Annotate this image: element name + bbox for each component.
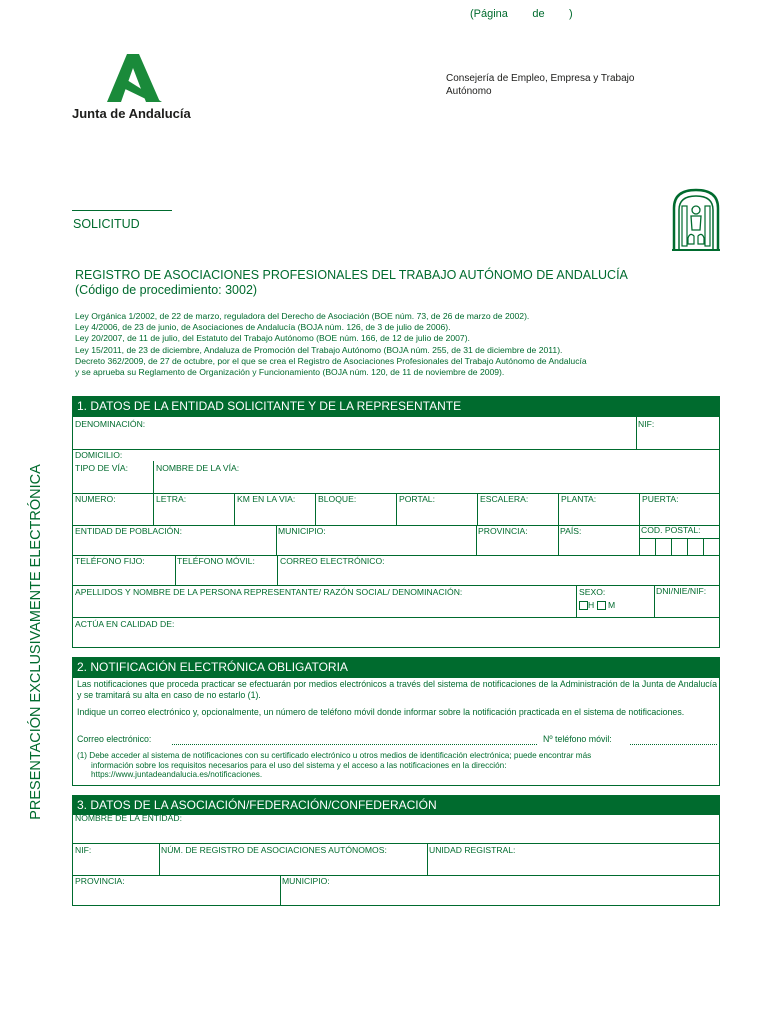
consejeria-name: Consejería de Empleo, Empresa y Trabajo Autónomo	[446, 73, 635, 97]
tipo-via-field[interactable]: TIPO DE VÍA:	[75, 463, 129, 473]
sexo-m-checkbox[interactable]	[597, 601, 606, 610]
law-line: Ley 4/2006, de 23 de junio, de Asociaciones de Andalucía (BOJA núm. 126, de 3 de julio de 2006).	[75, 322, 451, 333]
notification-paragraph-1: Las notificaciones que proceda practicar se efectuarán por medios electrónicos a través del sistema de notificaciones de la Administración de la Junta de Andalucía y se tramitará su alta en caso de no estarlo (1).	[77, 679, 717, 700]
footnote-line: información sobre los requisitos necesarios para el uso del sistema y el acceso a las notificaciones en la dirección:	[91, 760, 507, 770]
telefono-fijo-field[interactable]: TELÉFONO FIJO:	[75, 556, 145, 566]
nombre-entidad-field[interactable]: NOMBRE DE LA ENTIDAD:	[75, 813, 182, 823]
footnote-line: (1) Debe acceder al sistema de notificaciones con su certificado electrónico u otros medios de identificación electrónica; puede encontrar más	[77, 751, 592, 760]
cod-postal-label: COD. POSTAL:	[641, 525, 701, 535]
escalera-field[interactable]: ESCALERA:	[480, 494, 529, 504]
notification-paragraph-2: Indique un correo electrónico y, opcionalmente, un número de teléfono móvil donde informar sobre la notificación practicada en el sistema de notificaciones.	[77, 707, 685, 717]
sexo-h-label: H	[588, 600, 595, 610]
provincia-field[interactable]: PROVINCIA:	[478, 526, 528, 536]
telefono-movil-field[interactable]: TELÉFONO MÓVIL:	[177, 556, 255, 566]
num-registro-field[interactable]: NÚM. DE REGISTRO DE ASOCIACIONES AUTÓNOMOS:	[161, 845, 387, 855]
section-3-box	[72, 812, 720, 906]
logo-text: Junta de Andalucía	[72, 106, 191, 121]
nombre-via-field[interactable]: NOMBRE DE LA VÍA:	[156, 463, 240, 473]
correo-notificaciones-input[interactable]	[172, 744, 537, 745]
planta-field[interactable]: PLANTA:	[561, 494, 597, 504]
postal-code-cells[interactable]	[639, 538, 719, 554]
domicilio-label: DOMICILIO:	[75, 450, 123, 460]
solicitud-rule	[72, 210, 172, 211]
municipio-field[interactable]: MUNICIPIO:	[278, 526, 326, 536]
unidad-registral-field[interactable]: UNIDAD REGISTRAL:	[429, 845, 516, 855]
solicitud-label: SOLICITUD	[73, 217, 140, 231]
correo-field[interactable]: CORREO ELECTRÓNICO:	[280, 556, 385, 566]
telefono-notificaciones-label: Nº teléfono móvil:	[543, 734, 612, 744]
section-2-header: 2. NOTIFICACIÓN ELECTRÓNICA OBLIGATORIA	[72, 657, 720, 677]
apellidos-nombre-field[interactable]: APELLIDOS Y NOMBRE DE LA PERSONA REPRESENTANTE/ RAZÓN SOCIAL/ DENOMINACIÓN:	[75, 587, 463, 597]
bloque-field[interactable]: BLOQUE:	[318, 494, 357, 504]
procedure-title	[75, 268, 725, 298]
correo-notificaciones-label: Correo electrónico:	[77, 734, 152, 744]
dni-field[interactable]: DNI/NIE/NIF:	[656, 586, 707, 596]
puerta-field[interactable]: PUERTA:	[642, 494, 679, 504]
page-number: (Página de )	[470, 8, 573, 20]
provincia-asociacion-field[interactable]: PROVINCIA:	[75, 876, 125, 886]
footnote-link[interactable]: https://www.juntadeandalucia.es/notificaciones.	[91, 770, 263, 779]
sexo-h-checkbox[interactable]	[579, 601, 588, 610]
actua-calidad-field[interactable]: ACTÚA EN CALIDAD DE:	[75, 619, 175, 629]
letra-field[interactable]: LETRA:	[156, 494, 187, 504]
nif-field[interactable]: NIF:	[638, 419, 655, 429]
title-line-2: (Código de procedimiento: 3002)	[75, 283, 258, 297]
law-line: Ley Orgánica 1/2002, de 22 de marzo, reguladora del Derecho de Asociación (BOE núm. 73, de 26 de marzo de 2002).	[75, 311, 530, 321]
sexo-label: SEXO:	[579, 587, 606, 597]
law-line: Ley 20/2007, de 11 de julio, del Estatuto del Trabajo Autónomo (BOE núm. 166, de 12 de julio de 2007).	[75, 333, 470, 344]
side-banner: PRESENTACIÓN EXCLUSIVAMENTE ELECTRÓNICA	[28, 464, 44, 820]
nif-asociacion-field[interactable]: NIF:	[75, 845, 92, 855]
municipio-asociacion-field[interactable]: MUNICIPIO:	[282, 876, 330, 886]
notification-footnote	[77, 751, 717, 780]
law-line: Ley 15/2011, de 23 de diciembre, Andaluza de Promoción del Trabajo Autónomo (BOJA núm. 255, de 31 de diciembre de 2011).	[75, 344, 563, 355]
km-field[interactable]: KM EN LA VIA:	[237, 494, 296, 504]
numero-field[interactable]: NUMERO:	[75, 494, 116, 504]
legal-references	[75, 311, 725, 378]
telefono-notificaciones-input[interactable]	[630, 744, 717, 745]
pais-field[interactable]: PAÍS:	[560, 526, 582, 536]
portal-field[interactable]: PORTAL:	[399, 494, 435, 504]
sexo-m-label: M	[608, 600, 616, 610]
andalucia-coat-of-arms-icon	[670, 186, 722, 252]
sexo-options	[579, 600, 615, 610]
law-line: Decreto 362/2009, de 27 de octubre, por el que se crea el Registro de Asociaciones Profesionales del Trabajo Autónomo de Andalucía	[75, 355, 587, 366]
section-3-header: 3. DATOS DE LA ASOCIACIÓN/FEDERACIÓN/CONFEDERACIÓN	[72, 795, 720, 815]
section-1-header: 1. DATOS DE LA ENTIDAD SOLICITANTE Y DE LA REPRESENTANTE	[72, 396, 720, 416]
title-line-1: REGISTRO DE ASOCIACIONES PROFESIONALES DEL TRABAJO AUTÓNOMO DE ANDALUCÍA	[75, 268, 628, 282]
law-line: y se aprueba su Reglamento de Organización y Funcionamiento (BOJA núm. 120, de 11 de noviembre de 2009).	[75, 367, 505, 378]
denominacion-field[interactable]: DENOMINACIÓN:	[75, 419, 146, 429]
entidad-poblacion-field[interactable]: ENTIDAD DE POBLACIÓN:	[75, 526, 182, 536]
